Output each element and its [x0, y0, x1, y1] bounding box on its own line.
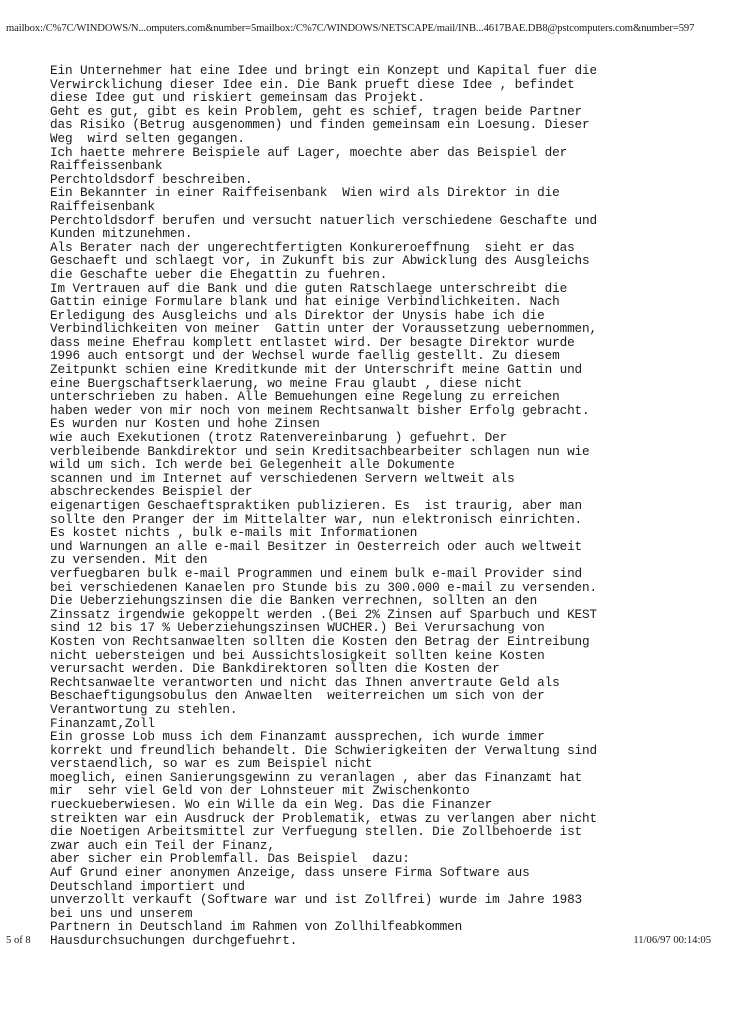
print-timestamp: 11/06/97 00:14:05 [633, 935, 711, 946]
body-line: sollte den Pranger der im Mittelalter war, nun elektronisch einrichten. [50, 511, 583, 527]
header-url: mailbox:/C%7C/WINDOWS/N...omputers.com&number=5mailbox:/C%7C/WINDOWS/NETSCAPE/mail/INB...4617BAE.DB8@pstcomputers.com&number=597 [6, 23, 695, 34]
body-line: wie auch Exekutionen (trotz Ratenvereinbarung ) gefuehrt. Der [50, 430, 508, 446]
body-line: Gattin einige Formulare blank und hat einige Verbindlichkeiten. Nach [50, 294, 560, 310]
body-line: und Warnungen an alle e-mail Besitzer in Oesterreich oder auch weltweit [50, 538, 583, 554]
body-line: Kosten von Rechtsanwaelten sollten die Kosten den Betrag der Eintreibung [50, 633, 590, 649]
body-line: Es wurden nur Kosten und hohe Zinsen [50, 416, 320, 432]
body-line: Als Berater nach der ungerechtfertigten Konkureroeffnung sieht er das [50, 239, 575, 255]
body-line: Weg wird selten gegangen. [50, 130, 245, 146]
body-line: scannen und im Internet auf verschiedenen Servern weltweit als [50, 470, 515, 486]
body-line: korrekt und freundlich behandelt. Die Schwierigkeiten der Verwaltung sind [50, 742, 598, 758]
body-line: verbleibende Bankdirektor und sein Kreditsachbearbeiter schlagen nun wie [50, 443, 590, 459]
body-line: Raiffeissenbank [50, 158, 163, 174]
body-line: moeglich, einen Sanierungsgewinn zu veranlagen , aber das Finanzamt hat [50, 769, 583, 785]
body-line: Geschaeft und schlaegt vor, in Zukunft bis zur Abwicklung des Ausgleichs [50, 253, 590, 269]
body-line: Verantwortung zu stehlen. [50, 701, 238, 717]
body-line: Hausdurchsuchungen durchgefuehrt. [50, 933, 298, 948]
body-line: Ich haette mehrere Beispiele auf Lager, moechte aber das Beispiel der [50, 144, 568, 160]
body-line: wild um sich. Ich werde bei Gelegenheit alle Dokumente [50, 457, 455, 473]
body-line: unverzollt verkauft (Software war und ist Zollfrei) wurde im Jahre 1983 [50, 892, 583, 908]
body-line: verfuegbaren bulk e-mail Programmen und einem bulk e-mail Provider sind [50, 565, 583, 581]
body-line: Es kostet nichts , bulk e-mails mit Informationen [50, 525, 418, 541]
body-line: eigenartigen Geschaeftspraktiken publizieren. Es ist traurig, aber man [50, 498, 583, 513]
body-line: zwar auch ein Teil der Finanz, [50, 837, 275, 853]
body-line: zu versenden. Mit den [50, 552, 208, 568]
body-line: diese Idee gut und riskiert gemeinsam das Projekt. [50, 90, 425, 106]
body-line: rueckueberwiesen. Wo ein Wille da ein Weg. Das die Finanzer [50, 797, 493, 813]
body-line: Perchtoldsdorf berufen und versucht natuerlich verschiedene Geschafte und [50, 212, 598, 228]
body-line: Ein Unternehmer hat eine Idee und bringt ein Konzept und Kapital fuer die [50, 63, 598, 78]
body-line: unterschrieben zu haben. Alle Bemuehungen eine Regelung zu erreichen [50, 389, 560, 405]
body-line: Zeitpunkt schien eine Kreditkunde mit der Unterschrift meine Gattin und [50, 362, 583, 378]
body-line: Die Ueberziehungszinsen die die Banken verrechnen, sollten an den [50, 593, 538, 609]
body-line: Auf Grund einer anonymen Anzeige, dass unsere Firma Software aus [50, 865, 530, 881]
body-line: verstaendlich, so war es zum Beispiel nicht [50, 756, 373, 772]
body-line: die Geschafte ueber die Ehegattin zu fuehren. [50, 266, 388, 282]
body-line: 1996 auch entsorgt und der Wechsel wurde faellig gestellt. Zu diesem [50, 348, 560, 364]
body-line: Ein grosse Lob muss ich dem Finanzamt aussprechen, ich wurde immer [50, 729, 545, 745]
body-line: Ein Bekannter in einer Raiffeisenbank Wien wird als Direktor in die [50, 185, 560, 201]
body-line: Rechtsanwaelte verantworten und nicht das Ihnen anvertraute Geld als [50, 674, 560, 690]
body-line: Zinssatz irgendwie gekoppelt werden .(Bei 2% Zinsen auf Sparbuch und KEST [50, 606, 598, 622]
body-line: Finanzamt,Zoll [50, 715, 155, 731]
body-line: aber sicher ein Problemfall. Das Beispiel dazu: [50, 851, 410, 867]
body-line: Verwircklichung dieser Idee ein. Die Bank prueft diese Idee , befindet [50, 76, 575, 92]
body-line: Partnern in Deutschland im Rahmen von Zollhilfeabkommen [50, 919, 463, 935]
body-line: die Noetigen Arbeitsmittel zur Verfuegung stellen. Die Zollbehoerde ist [50, 824, 583, 840]
body-line: sind 12 bis 17 % Ueberziehungszinsen WUCHER.) Bei Verursachung von [50, 620, 545, 636]
page-number: 5 of 8 [6, 935, 31, 946]
body-line: Geht es gut, gibt es kein Problem, geht es schief, tragen beide Partner [50, 103, 583, 119]
letter-body [50, 64, 730, 948]
body-line: Verbindlichkeiten von meiner Gattin unter der Voraussetzung uebernommen, [50, 321, 598, 337]
body-line: nicht uebersteigen und bei Aussichtslosigkeit sollten keine Kosten [50, 647, 545, 663]
body-line: abschreckendes Beispiel der [50, 484, 253, 500]
body-line: Im Vertrauen auf die Bank und die guten Ratschlaege unterschreibt die [50, 280, 568, 296]
body-line: streikten war ein Ausdruck der Problematik, etwas zu verlangen aber nicht [50, 810, 598, 826]
body-line: mir sehr viel Geld von der Lohnsteuer mit Zwischenkonto [50, 783, 470, 799]
body-line: Erledigung des Ausgleichs und als Direktor der Unysis habe ich die [50, 307, 545, 323]
body-line: Beschaeftigungsobulus den Anwaelten weiterreichen um sich von der [50, 688, 545, 704]
body-line: Deutschland importiert und [50, 878, 245, 894]
body-line: Perchtoldsdorf beschreiben. [50, 171, 253, 187]
body-line: haben weder von mir noch von meinem Rechtsanwalt bisher Erfolg gebracht. [50, 402, 590, 418]
body-line: Raiffeisenbank [50, 198, 155, 214]
body-line: eine Buergschaftserklaerung, wo meine Frau glaubt , diese nicht [50, 375, 523, 391]
body-line: verursacht werden. Die Bankdirektoren sollten die Kosten der [50, 661, 500, 677]
body-line: dass meine Ehefrau komplett entlastet wird. Der besagte Direktor wurde [50, 334, 575, 350]
body-line: das Risiko (Betrug ausgenommen) und finden gemeinsam ein Loesung. Dieser [50, 117, 590, 133]
body-line: bei verschiedenen Kanaelen pro Stunde bis zu 300.000 e-mail zu versenden. [50, 579, 598, 595]
body-line: bei uns und unserem [50, 905, 193, 921]
body-line: Kunden mitzunehmen. [50, 226, 193, 242]
